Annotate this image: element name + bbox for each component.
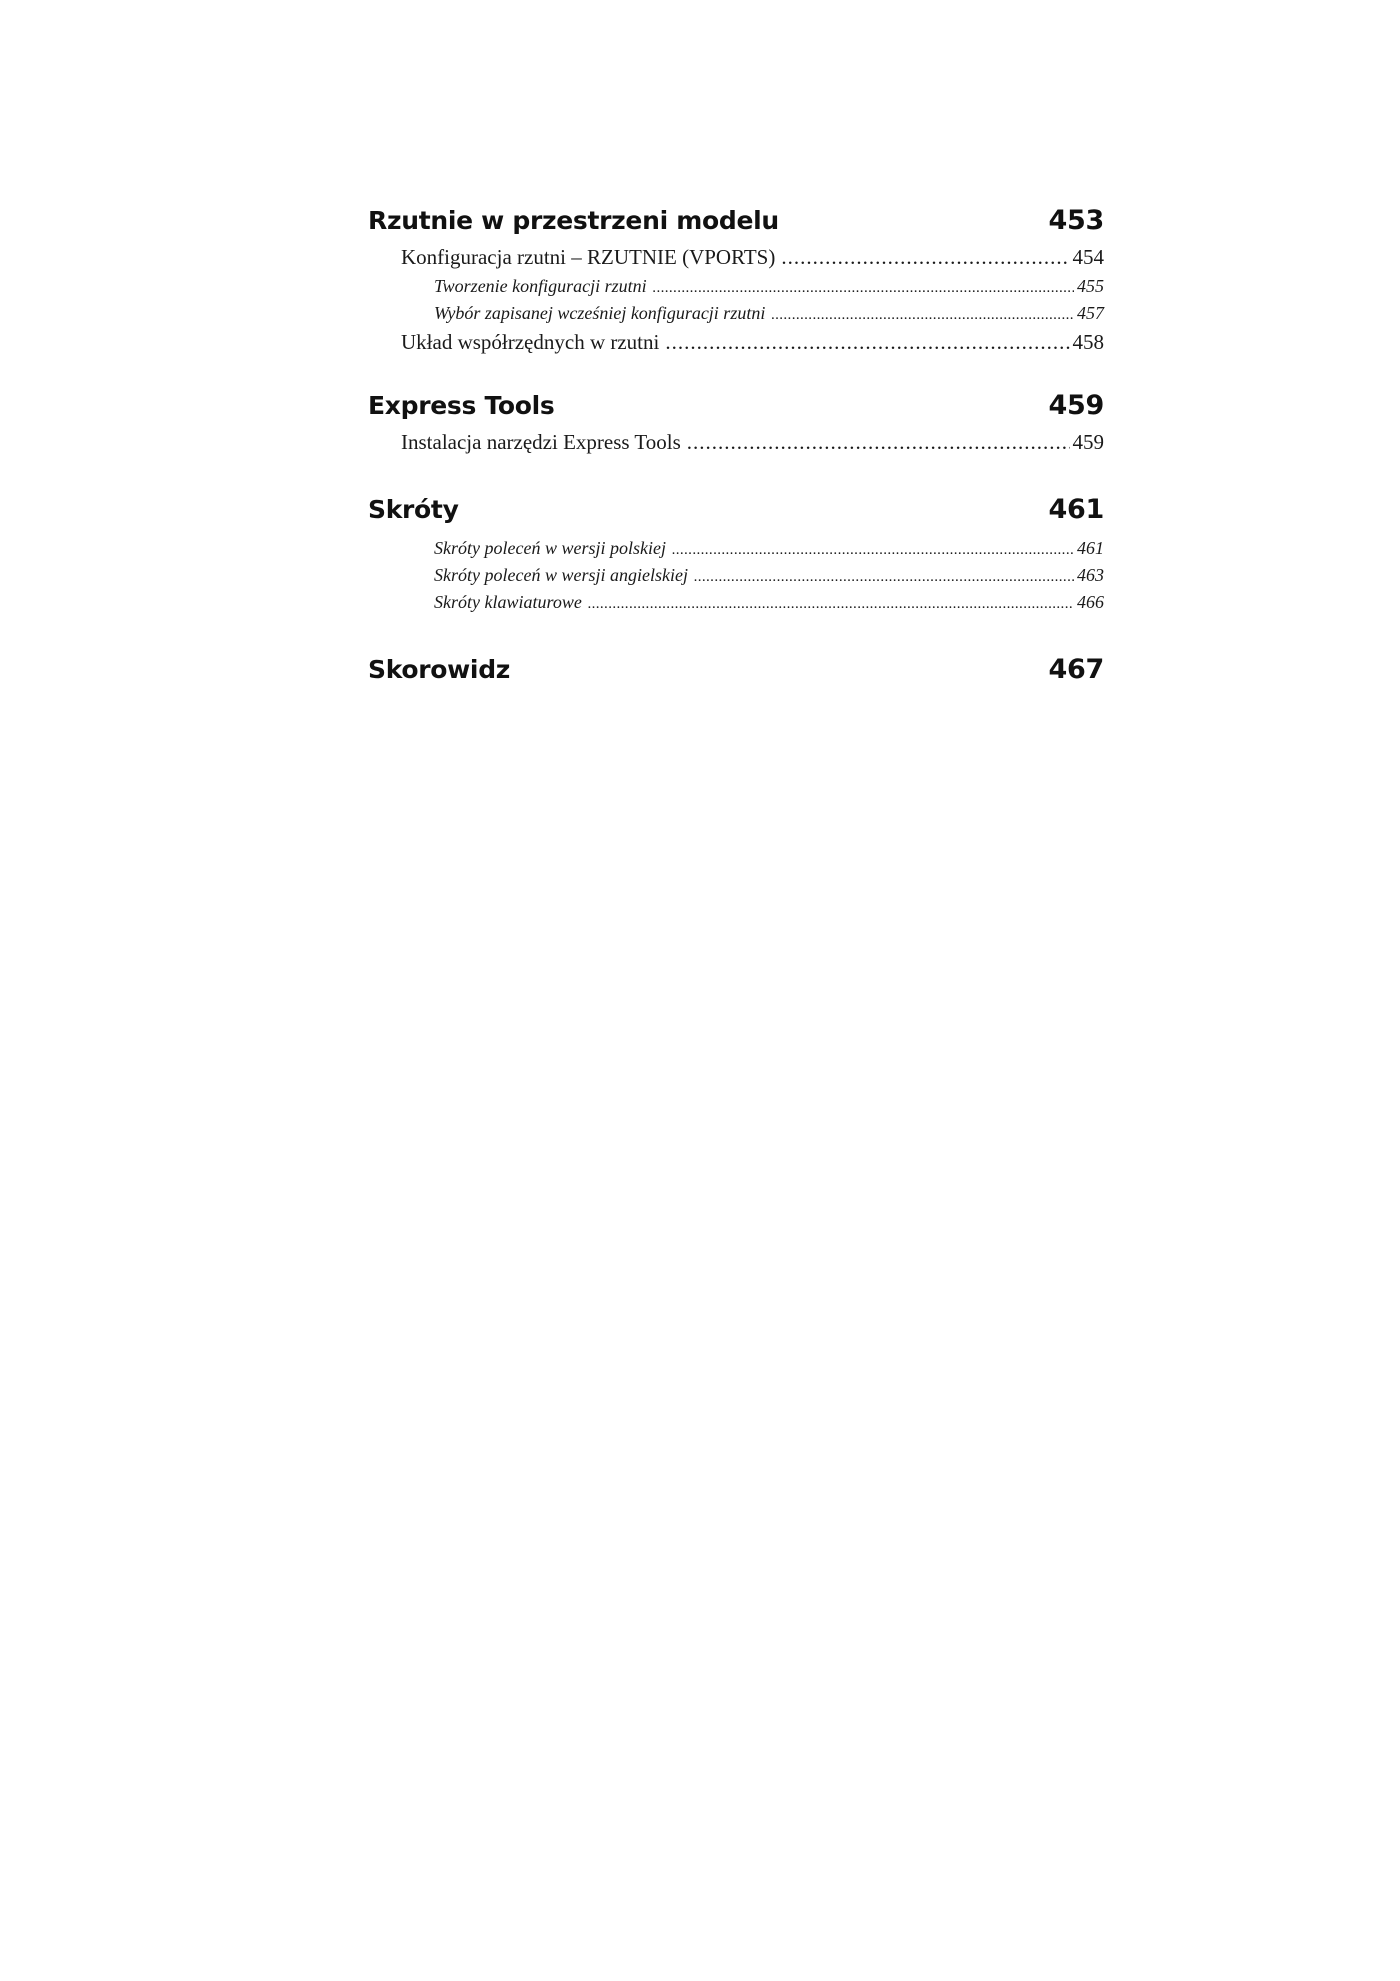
dot-leader: [588, 589, 1074, 618]
toc-section-skorowidz: [368, 654, 1104, 685]
dot-leader: [694, 562, 1074, 591]
chapter-title: Rzutnie w przestrzeni modelu: [368, 206, 779, 235]
toc-section-rzutnie: [368, 205, 1104, 358]
chapter-heading[interactable]: [368, 654, 1104, 685]
dot-leader: [653, 273, 1074, 302]
toc-subentry-page: 461: [1077, 538, 1104, 558]
toc-subentry-title: Skróty poleceń w wersji angielskiej: [434, 565, 688, 585]
toc-entry[interactable]: [368, 427, 1104, 458]
toc-subentry-title: Skróty poleceń w wersji polskiej: [434, 538, 666, 558]
toc-entry[interactable]: [368, 327, 1104, 358]
toc-subentry-title: Wybór zapisanej wcześniej konfiguracji rzutni: [434, 303, 766, 323]
table-of-contents: [368, 205, 1104, 685]
chapter-title: Skorowidz: [368, 655, 511, 684]
toc-entry-page: 458: [1072, 330, 1104, 354]
toc-subentry[interactable]: [368, 562, 1104, 589]
toc-subentry[interactable]: [368, 273, 1104, 300]
toc-entry-title: Układ współrzędnych w rzutni: [401, 330, 660, 354]
toc-entry-page: 459: [1072, 430, 1104, 454]
toc-entry-page: 454: [1072, 245, 1104, 269]
chapter-heading[interactable]: [368, 390, 1104, 421]
toc-entry[interactable]: [368, 242, 1104, 273]
toc-entry-title: Konfiguracja rzutni – RZUTNIE (VPORTS): [401, 245, 776, 269]
toc-subentry-page: 463: [1077, 565, 1104, 585]
toc-subentry-title: Skróty klawiaturowe: [434, 592, 582, 612]
toc-subentry[interactable]: [368, 300, 1104, 327]
dot-leader: [672, 535, 1074, 564]
chapter-page-number: 453: [1048, 205, 1104, 236]
toc-section-skroty: [368, 494, 1104, 616]
dot-leader: [665, 327, 1069, 358]
chapter-page-number: 459: [1048, 390, 1104, 421]
dot-leader: [771, 300, 1074, 329]
chapter-title: Express Tools: [368, 391, 555, 420]
dot-leader: [687, 427, 1070, 458]
toc-subentry-page: 466: [1077, 592, 1104, 612]
chapter-heading[interactable]: [368, 205, 1104, 236]
toc-subentry[interactable]: [368, 589, 1104, 616]
chapter-page-number: 467: [1048, 654, 1104, 685]
chapter-heading[interactable]: [368, 494, 1104, 525]
toc-subentry-page: 457: [1077, 303, 1104, 323]
toc-entry-title: Instalacja narzędzi Express Tools: [401, 430, 681, 454]
toc-subentry-page: 455: [1077, 276, 1104, 296]
toc-section-express-tools: [368, 390, 1104, 458]
chapter-title: Skróty: [368, 495, 459, 524]
toc-subentry[interactable]: [368, 535, 1104, 562]
toc-subentry-title: Tworzenie konfiguracji rzutni: [434, 276, 647, 296]
dot-leader: [781, 242, 1069, 273]
chapter-page-number: 461: [1048, 494, 1104, 525]
